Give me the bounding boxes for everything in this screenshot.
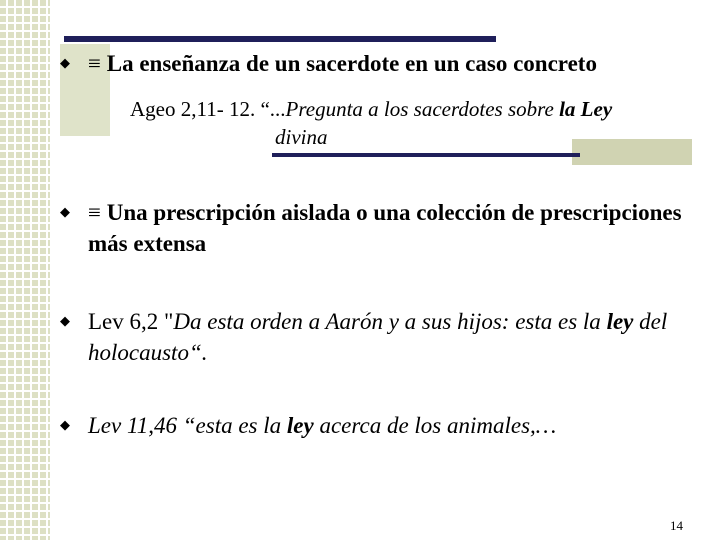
bullet-diamond-icon: ◆	[60, 205, 70, 220]
bullet-diamond-icon: ◆	[60, 56, 70, 71]
bullet-diamond-icon: ◆	[60, 418, 70, 433]
bullet-3-suffix: del holocausto“.	[88, 309, 668, 365]
triple-bar-symbol: ≡	[88, 200, 101, 225]
bullet-1-text: La enseñanza de un sacerdote en un caso concreto	[106, 51, 597, 76]
page-number: 14	[670, 518, 683, 533]
bullet-3-bold: ley	[606, 309, 634, 334]
sub-prefix: Ageo 2,11- 12. “...	[130, 97, 286, 121]
scripture-reference	[130, 95, 700, 151]
bullet-3-italic: Da esta orden a Aarón y a sus hijos: esta es la	[173, 309, 607, 334]
bullet-diamond-icon: ◆	[60, 314, 70, 329]
bullet-3-prefix: Lev 6,2 "	[88, 309, 174, 334]
sub-bold: la Ley	[559, 97, 613, 121]
decorative-grid-strip	[0, 0, 50, 540]
title-rule	[64, 36, 496, 42]
bullet-4-bold: ley	[286, 413, 314, 438]
sub-line2: divina	[275, 125, 328, 149]
bullet-2-text: Una prescripción aislada o una colección de prescripciones más extensa	[88, 200, 682, 256]
heading-underline	[272, 153, 580, 157]
sub-italic: Pregunta a los sacerdotes sobre	[285, 97, 560, 121]
bullet-4-suffix: acerca de los animales,…	[313, 413, 557, 438]
bullet-4-prefix: Lev 11,46 “esta es la	[88, 413, 287, 438]
triple-bar-symbol: ≡	[88, 51, 101, 76]
